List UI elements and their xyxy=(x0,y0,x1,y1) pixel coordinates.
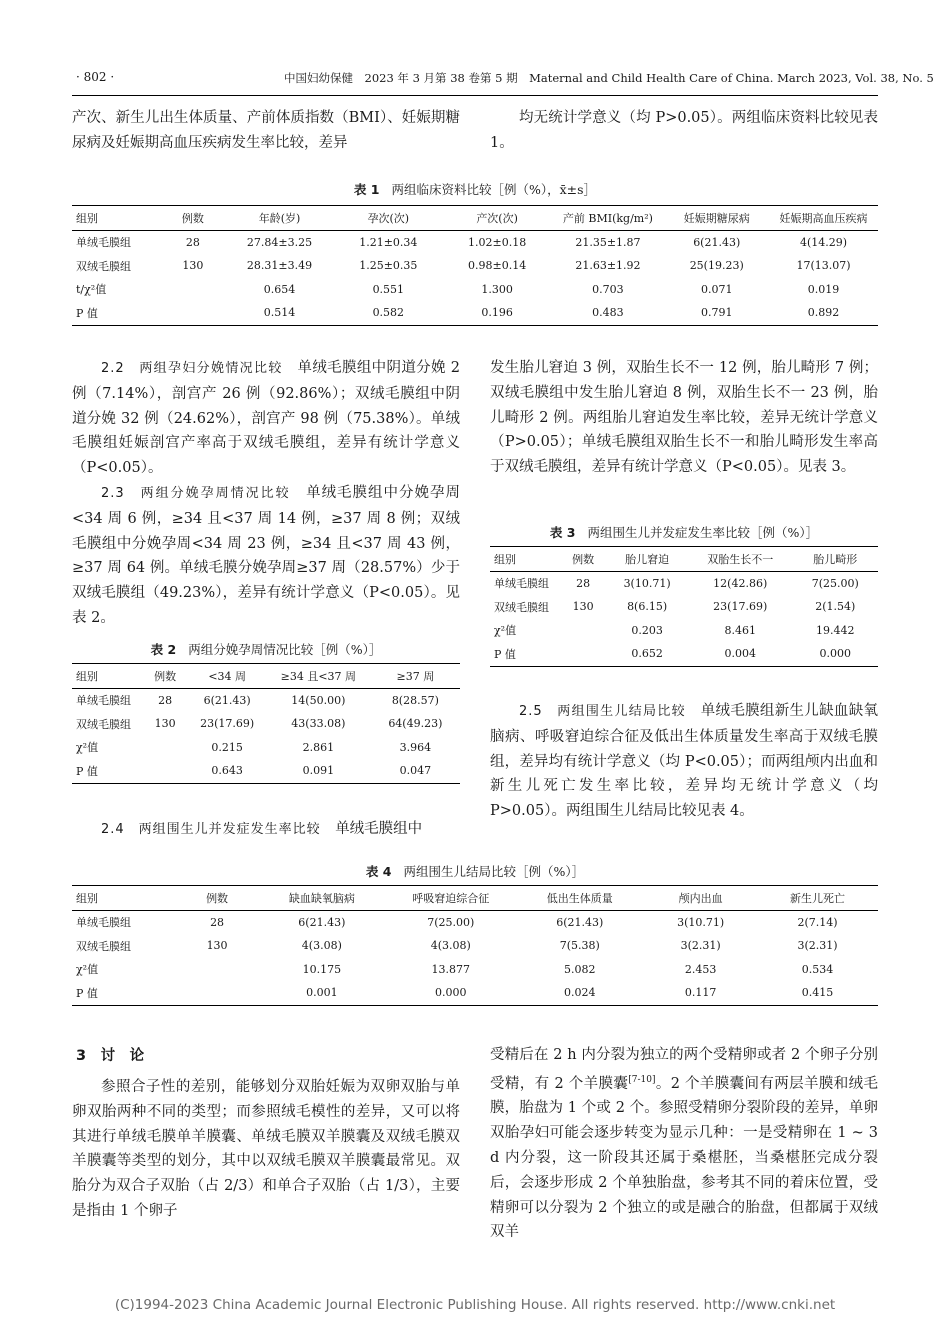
section-2-4-right xyxy=(490,356,878,480)
table3-header-cell: 双胎生长不一 xyxy=(688,547,793,572)
section-2-3-title: 2.3 两组分娩孕周情况比较 xyxy=(101,485,291,501)
table1-cell: 0.98±0.14 xyxy=(468,259,527,273)
table2-cell: 0.091 xyxy=(266,759,371,783)
table3-cell: 23(17.69) xyxy=(713,600,768,614)
top-right-paragraph xyxy=(490,106,878,156)
table2-cell: P 值 xyxy=(72,759,142,783)
table3-header-cell: 组别 xyxy=(490,547,560,572)
table3-cell: χ²值 xyxy=(494,624,517,638)
table4-cell: 130 xyxy=(206,939,228,953)
table4-cell: P 值 xyxy=(72,981,177,1005)
table4-cell: 6(21.43) xyxy=(556,915,604,929)
table2-header-cell: 例数 xyxy=(142,664,189,689)
table1-cell: 单绒毛膜组 xyxy=(76,236,131,250)
section-3-right xyxy=(490,1043,878,1245)
table1 xyxy=(72,205,878,326)
table2-row xyxy=(72,688,460,712)
table1-header-cell: 妊娠期糖尿病 xyxy=(664,206,769,231)
table3-row xyxy=(490,619,878,643)
table3-cell: 0.203 xyxy=(631,623,663,637)
table4-header-cell: 缺血缺氧脑病 xyxy=(257,886,386,911)
table4-cell: 0.415 xyxy=(757,981,878,1005)
table1-cell: 双绒毛膜组 xyxy=(76,259,131,273)
table1-cell: 0.791 xyxy=(664,301,769,325)
table1-cell: 0.071 xyxy=(700,282,733,296)
table2-header-cell: <34 周 xyxy=(188,664,266,689)
table4-row xyxy=(72,958,878,982)
table3-cell xyxy=(560,619,607,643)
table2-cell xyxy=(142,759,189,783)
table1-cell: 28 xyxy=(185,235,200,249)
section-2-4-body-left: 单绒毛膜组中 xyxy=(335,821,423,837)
table1-caption-text: 两组临床资料比较［例（%），x̄±s］ xyxy=(391,182,597,197)
table3-cell: 双绒毛膜组 xyxy=(494,600,549,614)
journal-running-head: 中国妇幼保健 2023 年 3 月第 38 卷第 5 期 Maternal and Child Health Care of China. March 2023, Vol. 38, No. 5 xyxy=(284,71,934,85)
table2-cell: 0.215 xyxy=(211,740,243,754)
table3-caption xyxy=(490,523,878,541)
table2-cell: 2.861 xyxy=(302,740,335,754)
table2-cell: 8(28.57) xyxy=(391,693,439,707)
table1-cell: 6(21.43) xyxy=(693,235,741,249)
section-2-3 xyxy=(72,481,460,631)
table3-cell: 0.004 xyxy=(688,642,793,666)
table2-cell: 14(50.00) xyxy=(291,693,346,707)
table3-cell: 0.000 xyxy=(793,642,878,666)
table1-cell: 0.582 xyxy=(334,301,443,325)
table3-caption-text: 两组围生儿并发症发生率比较［例（%）］ xyxy=(587,525,819,540)
table4-header-cell: 低出生体质量 xyxy=(515,886,644,911)
table3-row xyxy=(490,571,878,595)
table2-cell: 28 xyxy=(158,693,173,707)
table1-cell: 0.654 xyxy=(263,282,296,296)
section-3-right-body-a: 受精后在 2 h 内分裂为独立的两个受精卵或者 2 个卵子分别受精，有 2 个羊膜囊 xyxy=(490,1047,878,1092)
top-right-text: 均无统计学意义（均 P>0.05）。两组临床资料比较见表 1。 xyxy=(490,110,878,151)
section-2-5-title: 2.5 两组围生儿结局比较 xyxy=(519,704,686,719)
section-2-2-title: 2.2 两组孕妇分娩情况比较 xyxy=(101,361,283,376)
table4-cell: 0.534 xyxy=(801,962,834,976)
table4-cell: 0.024 xyxy=(515,981,644,1005)
table3-header-cell: 胎儿畸形 xyxy=(793,547,878,572)
table2-header-cell: 组别 xyxy=(72,664,142,689)
table4-caption-text: 两组围生儿结局比较［例（%）］ xyxy=(403,864,585,879)
table1-cell: 1.21±0.34 xyxy=(359,235,418,249)
table1-header-cell: 年龄(岁) xyxy=(225,206,334,231)
section-2-4-body-right: 发生胎儿窘迫 3 例，双胎生长不一 12 例，胎儿畸形 7 例；双绒毛膜组中发生胎儿窘迫 8 例，双胎生长不一 23 例，胎儿畸形 2 例。两组胎儿窘迫发生率比较，差异无统计学意义（P>0.05）；单绒毛膜组双胎生长不一和胎儿畸形发生率高于双绒毛膜组，差异有统计学意义（P<0.05）。见表 3。 xyxy=(490,360,878,476)
table1-cell: 0.703 xyxy=(592,282,624,296)
table4-header-cell: 新生儿死亡 xyxy=(757,886,878,911)
citation: [7-10] xyxy=(628,1074,656,1085)
section-2-2 xyxy=(72,356,460,481)
table3-cell: 12(42.86) xyxy=(713,576,768,590)
table3-cell: 单绒毛膜组 xyxy=(494,577,549,591)
table3-cell: 19.442 xyxy=(816,623,855,637)
table4-cell: 单绒毛膜组 xyxy=(76,916,131,930)
table1-cell: 0.483 xyxy=(552,301,665,325)
table4-header-cell: 组别 xyxy=(72,886,177,911)
table3-row xyxy=(490,595,878,619)
section-3-right-body-b: 。2 个羊膜囊间有两层羊膜和绒毛膜，胎盘为 1 个或 2 个。参照受精卵分裂阶段的差异，单卵双胎孕妇可能会逐步转变为显示几种：一是受精卵在 1 ~ 3 d 内分裂，这一阶段其还属于桑椹胚，当桑椹胚完成分裂后，会逐步形成 2 个单独胎盘，参考其不同的着床位置，受精卵可以分裂为 2 个独立的或是融合的胎盘，但都属于双绒双羊 xyxy=(490,1075,878,1241)
table4-cell: 7(5.38) xyxy=(559,939,600,953)
table2-caption-text: 两组分娩孕周情况比较［例（%）］ xyxy=(188,642,382,657)
table1-cell: 0.019 xyxy=(807,282,840,296)
table1-caption-number: 表 1 xyxy=(353,182,380,197)
table2-cell: 64(49.23) xyxy=(388,717,443,731)
table1-header-cell: 产前 BMI(kg/m²) xyxy=(552,206,665,231)
table1-row xyxy=(72,278,878,302)
table3-header-cell: 胎儿窘迫 xyxy=(606,547,687,572)
table1-cell: 130 xyxy=(182,259,204,273)
table4-cell: 0.117 xyxy=(644,981,757,1005)
table3 xyxy=(490,546,878,667)
table2-cell: 23(17.69) xyxy=(200,717,255,731)
table4-cell: 4(3.08) xyxy=(430,939,471,953)
table3-cell: 2(1.54) xyxy=(815,600,856,614)
table4-cell xyxy=(177,981,258,1005)
table4-cell xyxy=(177,958,258,982)
table4-row xyxy=(72,981,878,1005)
section-3-left-body: 参照合子性的差别，能够划分双胎妊娠为双卵双胎与单卵双胎两种不同的类型；而参照绒毛模性的差异，又可以将其进行单绒毛膜单羊膜囊、单绒毛膜双羊膜囊及双绒毛膜双羊膜囊等类型的划分，其中以双绒毛膜双羊膜囊最常见。双胎分为双合子双胎（占 2/3）和单合子双胎（占 1/3），主要是指由 1 个卵子 xyxy=(72,1079,460,1219)
table2-row xyxy=(72,736,460,760)
table3-cell: 3(10.71) xyxy=(623,576,671,590)
table4-caption xyxy=(72,862,878,880)
table1-row xyxy=(72,230,878,254)
top-left-text: 产次、新生儿出生体质量、产前体质指数（BMI）、妊娠期糖尿病及妊娠期高血压疾病发生率比较，差异 xyxy=(72,110,460,151)
section-2-5-body: 单绒毛膜组新生儿缺血缺氧脑病、呼吸窘迫综合征及低出生体质量发生率高于双绒毛膜组，差异均有统计学意义（均 P<0.05）；而两组颅内出血和新生儿死亡发生率比较，差异均无统计学意义（均 P>0.05）。两组围生儿结局比较见表 4。 xyxy=(490,703,878,820)
table4-cell: 13.877 xyxy=(431,962,471,976)
table2-row xyxy=(72,712,460,736)
table1-cell: 28.31±3.49 xyxy=(246,259,313,273)
table4-row xyxy=(72,910,878,934)
page-number: · 802 · xyxy=(76,70,115,84)
table2-cell: 单绒毛膜组 xyxy=(76,694,131,708)
table1-cell: 21.35±1.87 xyxy=(575,235,641,249)
section-3-title: 3 讨 论 xyxy=(76,1048,145,1064)
table1-cell: 1.25±0.35 xyxy=(359,259,418,273)
table2-caption-number: 表 2 xyxy=(150,642,177,657)
table3-cell: 7(25.00) xyxy=(811,576,859,590)
table2-header-cell: ≥37 周 xyxy=(371,664,460,689)
table1-cell: 4(14.29) xyxy=(800,235,848,249)
table1-header-cell: 妊娠期高血压疾病 xyxy=(769,206,878,231)
table2-cell: 0.047 xyxy=(371,759,460,783)
table3-header-cell: 例数 xyxy=(560,547,607,572)
table4-header-cell: 颅内出血 xyxy=(644,886,757,911)
table4-cell: 2.453 xyxy=(684,962,717,976)
table4-caption-number: 表 4 xyxy=(365,864,392,879)
table1-cell: 1.02±0.18 xyxy=(468,235,527,249)
left-column-sections xyxy=(72,356,460,631)
table2-cell: 0.643 xyxy=(188,759,266,783)
table1-cell: 27.84±3.25 xyxy=(246,235,313,249)
table3-cell: 8(6.15) xyxy=(627,600,668,614)
table1-cell: t/χ²值 xyxy=(76,283,107,297)
table4-cell: 3(2.31) xyxy=(680,939,721,953)
table2-cell xyxy=(142,736,189,760)
table1-cell: 0.514 xyxy=(225,301,334,325)
table2-cell: 43(33.08) xyxy=(291,717,346,731)
table2-header-cell: ≥34 且<37 周 xyxy=(266,664,371,689)
table1-cell: 0.196 xyxy=(443,301,552,325)
table1-cell: 1.300 xyxy=(481,282,513,296)
section-2-4-left xyxy=(72,817,460,843)
table4-cell: 10.175 xyxy=(302,962,342,976)
table3-cell: 130 xyxy=(572,600,594,614)
table4-cell: 4(3.08) xyxy=(301,939,342,953)
table4-cell: 0.001 xyxy=(257,981,386,1005)
table4-cell: 7(25.00) xyxy=(427,915,475,929)
table4-cell: 5.082 xyxy=(563,962,596,976)
table2-cell: 6(21.43) xyxy=(203,693,251,707)
table4-header-cell: 呼吸窘迫综合征 xyxy=(386,886,515,911)
table3-cell: 0.652 xyxy=(606,642,687,666)
table3-cell: P 值 xyxy=(490,642,560,666)
table2-row xyxy=(72,759,460,783)
table4-cell: 6(21.43) xyxy=(298,915,346,929)
section-2-4-title: 2.4 两组围生儿并发症发生率比较 xyxy=(101,822,321,837)
table1-header-cell: 产次(次) xyxy=(443,206,552,231)
copyright-footer: (C)1994-2023 China Academic Journal Electronic Publishing House. All rights reserved. http://www.cnki.net xyxy=(114,1297,836,1313)
table2-cell: 双绒毛膜组 xyxy=(76,717,131,731)
table4-cell: χ²值 xyxy=(76,963,99,977)
table1-cell xyxy=(161,301,225,325)
table1-cell: 21.63±1.92 xyxy=(575,259,641,273)
section-2-3-body: 单绒毛膜组中分娩孕周<34 周 6 例，≥34 且<37 周 14 例，≥37 周 8 例；双绒毛膜组中分娩孕周<34 周 23 例，≥34 且<37 周 43 例，≥37 周 64 例。单绒毛膜分娩孕周≥37 周（28.57%）少于双绒毛膜组（49.23%），差异有统计学意义（P<0.05）。见表 2。 xyxy=(72,484,461,626)
table4-row xyxy=(72,934,878,958)
table2-cell: 3.964 xyxy=(399,740,432,754)
table2-cell: 130 xyxy=(154,717,176,731)
table1-header-cell: 孕次(次) xyxy=(334,206,443,231)
section-2-2-body: 单绒毛膜组中阴道分娩 2 例（7.14%），剖宫产 26 例（92.86%）；双绒毛膜组中阴道分娩 32 例（24.62%），剖宫产 98 例（75.38%）。单绒毛膜组妊娠剖宫产率高于双绒毛膜组，差异有统计学意义（P<0.05）。 xyxy=(72,360,461,477)
table3-row xyxy=(490,642,878,666)
top-left-paragraph xyxy=(72,106,460,156)
table1-cell: 0.551 xyxy=(372,282,405,296)
table1-header-cell: 组别 xyxy=(72,206,161,231)
section-2-5 xyxy=(490,699,878,824)
table1-caption xyxy=(72,180,878,198)
table2-cell: χ²值 xyxy=(76,741,99,755)
table2 xyxy=(72,663,460,784)
table1-row xyxy=(72,254,878,278)
table2-caption xyxy=(72,640,460,658)
section-3-left xyxy=(72,1075,460,1224)
table4-cell: 28 xyxy=(210,915,225,929)
table3-cell xyxy=(560,642,607,666)
table4 xyxy=(72,885,878,1006)
table4-cell: 双绒毛膜组 xyxy=(76,939,131,953)
table1-cell: P 值 xyxy=(72,301,161,325)
table4-header-cell: 例数 xyxy=(177,886,258,911)
table4-cell: 2(7.14) xyxy=(797,915,838,929)
table4-cell: 0.000 xyxy=(386,981,515,1005)
table1-cell xyxy=(161,278,225,302)
table3-cell: 28 xyxy=(576,576,591,590)
table1-cell: 25(19.23) xyxy=(689,259,744,273)
table3-cell: 8.461 xyxy=(724,623,756,637)
header-rule xyxy=(72,95,878,96)
table4-cell: 3(10.71) xyxy=(677,915,725,929)
table3-caption-number: 表 3 xyxy=(549,525,576,540)
table4-cell: 3(2.31) xyxy=(797,939,838,953)
table1-row xyxy=(72,301,878,325)
table1-cell: 0.892 xyxy=(769,301,878,325)
table1-header-cell: 例数 xyxy=(161,206,225,231)
table1-cell: 17(13.07) xyxy=(796,259,851,273)
